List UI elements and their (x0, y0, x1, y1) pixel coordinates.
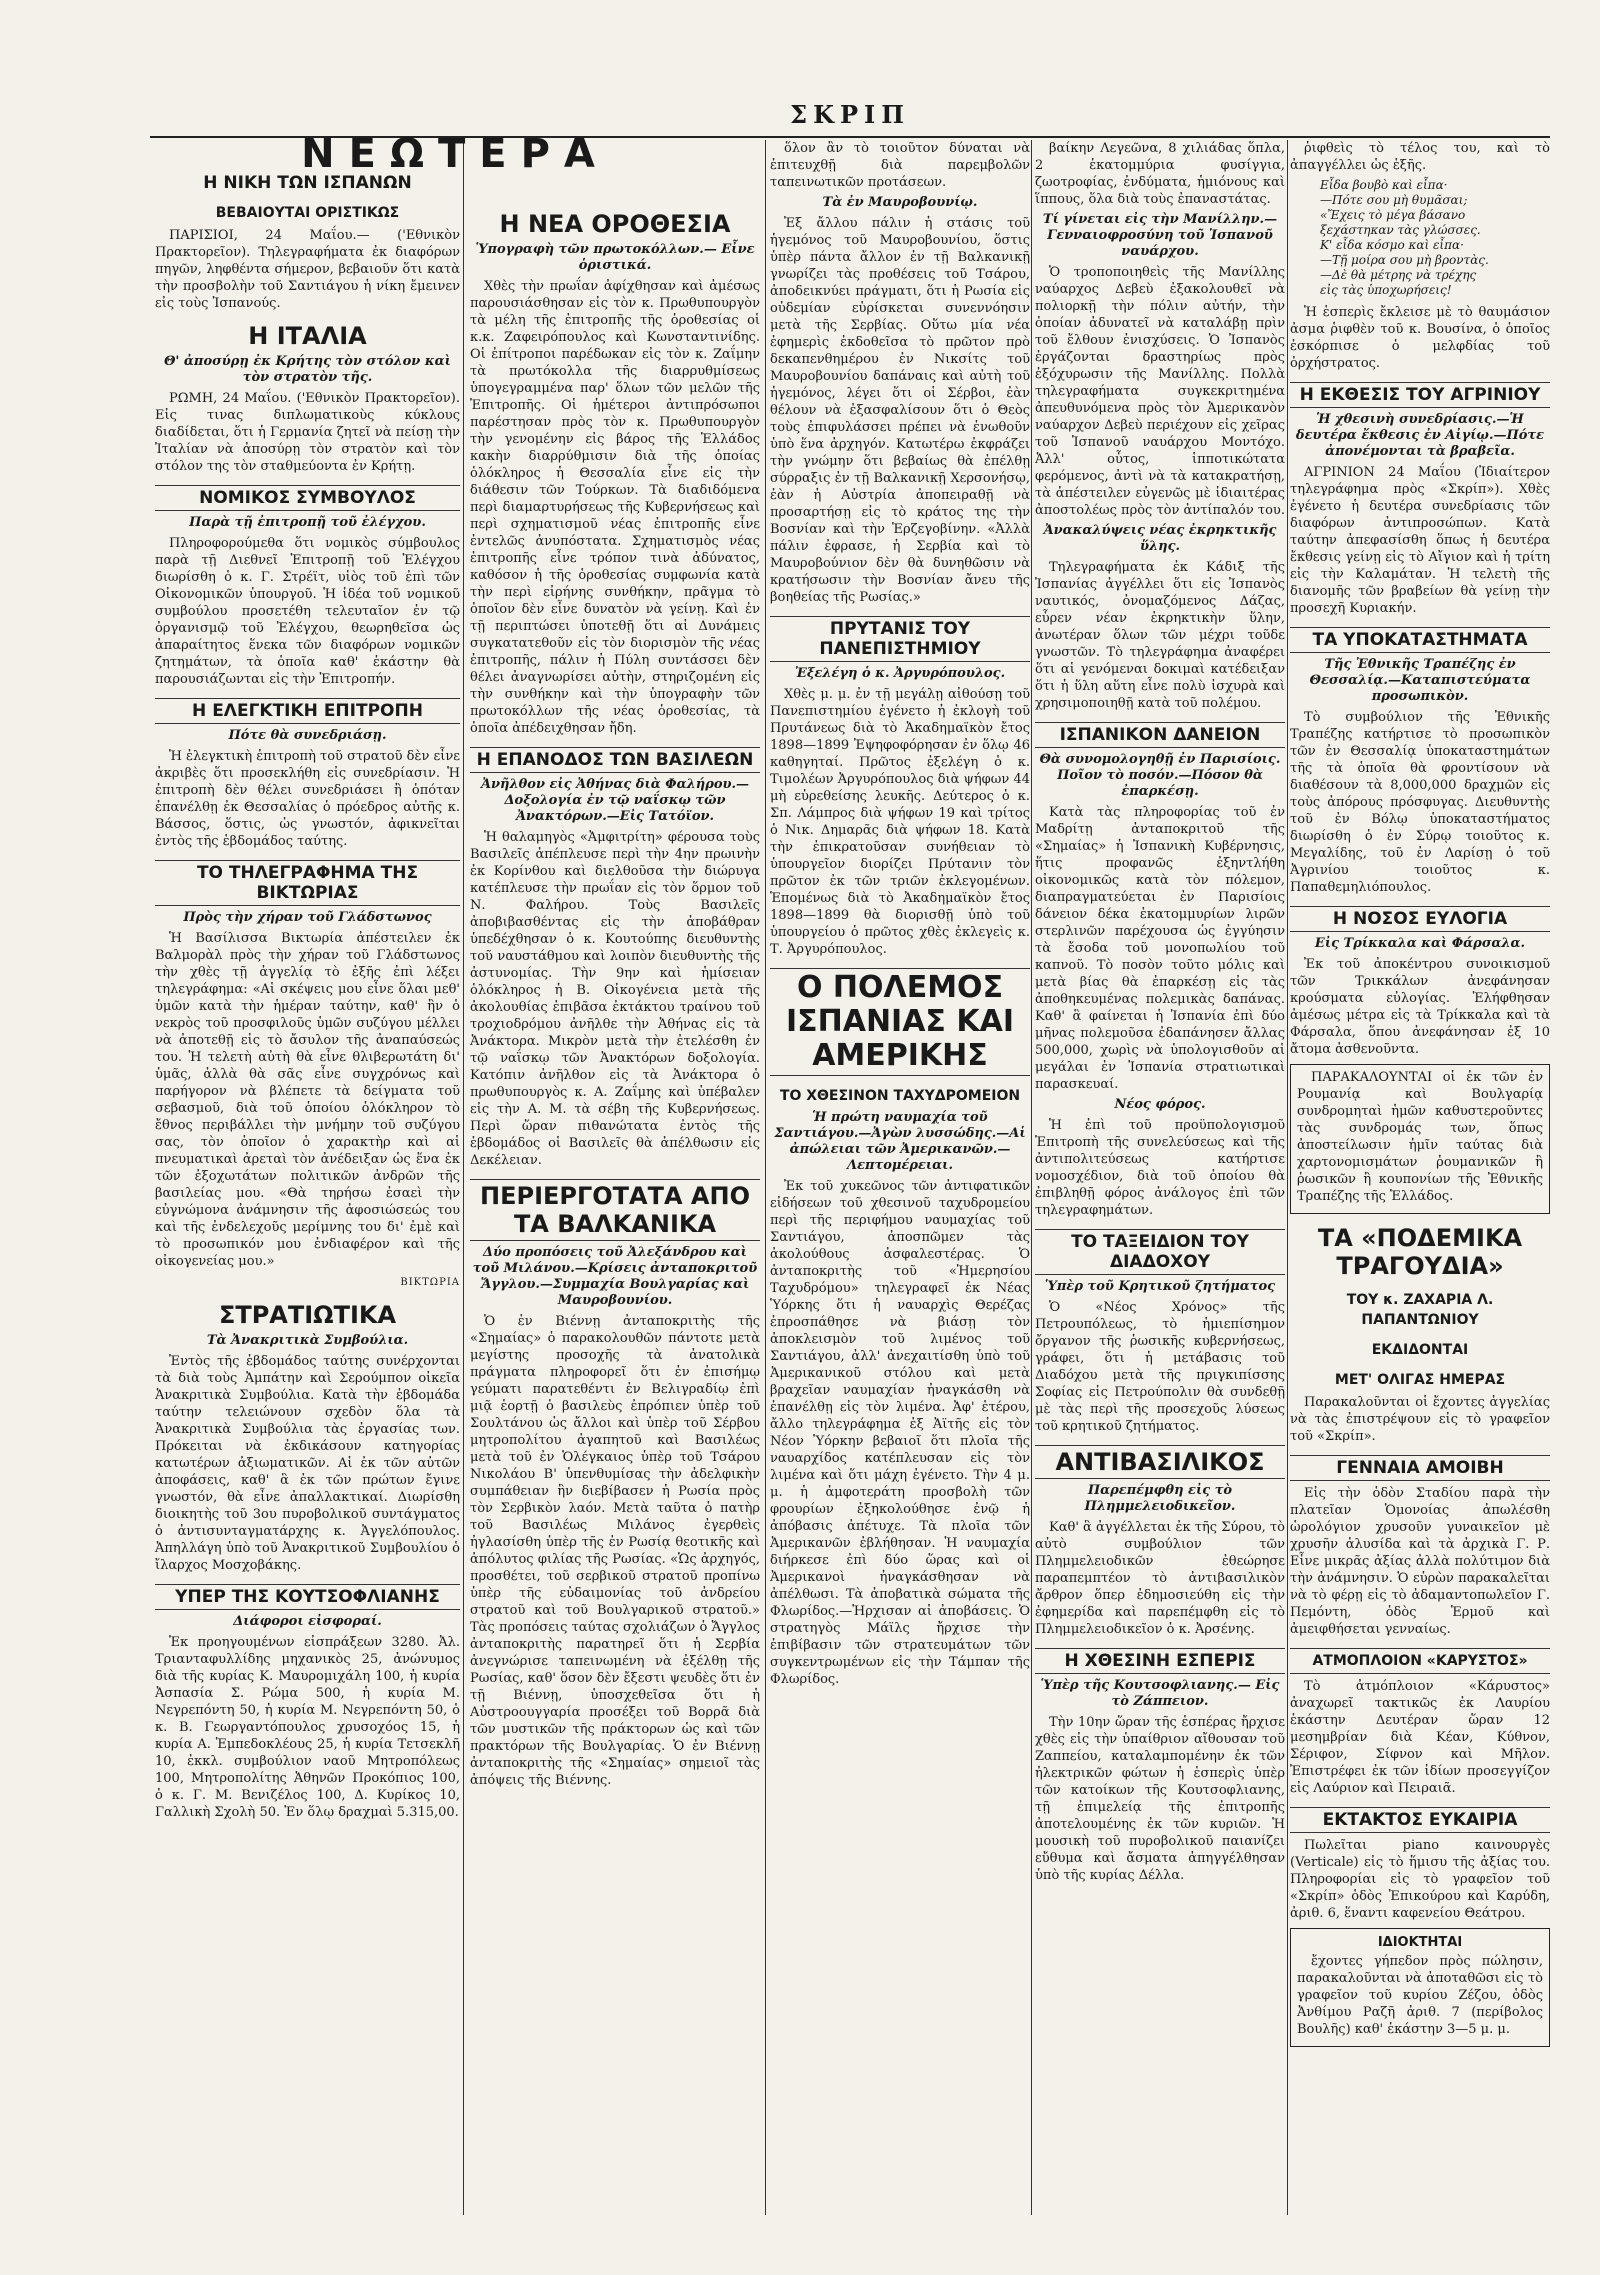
signature-victoria: ΒΙΚΤΩΡΙΑ (400, 1277, 460, 1288)
article-epanodos: Ἡ θαλαμηγὸς «Ἀμφιτρίτη» φέρουσα τοὺς Βασιλεῖς ἀπέπλευσε περὶ τὴν 4ην πρωινὴν ἐκ Κορίνθου καὶ διελθοῦσα τὴν διώρυγα κατέπλευσε τὴν πρωΐαν εἰς τὸν ὅρμον τοῦ Ν. Φαλήρου. Τοὺς Βασιλεῖς ἀποβιβασθέντας εἰς τὴν ἀποβάθραν ὑπεδέχθησαν ὁ κ. Κουτούπης διευθυντὴς τοῦ ναυστάθμου καὶ λοιπὸν διευθυντὴς τῆς ἀστυνομίας. Τὴν 9ην καὶ ἡμίσειαν ὁλόκληρος ἡ Β. Οἰκογένεια μετὰ τῆς ἀκολουθίας ἐπιβᾶσα ἐκτάκτου τραίνου τοῦ τροχιοδρόμου ἀνῆλθε τὴν Ἀθήνας εἰς τὰ Ἀνάκτορα. Μικρὸν μετὰ τὴν ἐτελέσθη ἐν τῷ ναΐσκῳ τῶν Ἀνακτόρων δοξολογία. Κατόπιν ἀνῆλθον εἰς τὰ Ἀνάκτορα ὁ πρωθυπουργὸς κ. Α. Ζαΐμης καὶ ὑπέβαλεν εἰς τὴν Α. Μ. τὰ σέβη τῆς Κυβερνήσεως. Περὶ ὥραν πιθανώτατα ἐντὸς τῆς ἑβδομάδος οἱ Βασιλεῖς θὰ ἀπέλθωσιν εἰς Δεκέλειαν. (470, 830, 760, 1168)
article-esperis: Τὴν 10ην ὥραν τῆς ἑσπέρας ἤρχισε χθὲς εἰς τὴν ὑπαίθριον αἴθουσαν τοῦ Ζαππείου, καταλαμπομένην ἐκ τῶν ἠλεκτρικῶν φώτων ἡ ἑσπερὶς ὑπὲρ τῶν κατοίκων τῆς Κουτσοφλιανης, τῇ ἐπιμελείᾳ τῆς ἐπιτροπῆς ἀποτελουμένης ἐκ τῶν κυριῶν. Ἡ μουσικὴ τοῦ πυροβολικοῦ παιανίζει εὔθυμα καὶ ἄσματα ἀπηγγέλθησαν ὑπὸ τῆς κυρίας Δέλλα. (1035, 1715, 1285, 1883)
article-idioktitai: ἔχοντες γήπεδον πρὸς πώλησιν, παρακαλοῦνται νὰ ἀποταθῶσι εἰς τὸ γραφεῖον τοῦ κυρίου Ζέζου, ὁδὸς Ἀνθίμου Ραζῆ ἀριθ. 7 (περίβολος Βουλῆς) καθ' ἑκάστην 3—5 μ. μ. (1297, 1954, 1543, 2037)
headline-elegktiki: Η ΕΛΕΓΚΤΙΚΗ ΕΠΙΤΡΟΠΗ (155, 698, 460, 724)
article-neos-foros: Ἡ ἐπὶ τοῦ προϋπολογισμοῦ Ἐπιτροπὴ τῆς συνελεύσεως καὶ τῆς ἀντιπολιτεύσεως κατήρτισε νομοσχέδιον, διὰ τοῦ ὁποίου θὰ ἐπιβληθῇ φόρος ἀνάλογος ἐπὶ τῶν τηλεγραφημάτων. (1035, 1118, 1285, 1218)
subhead-periergotata: Δύο προπόσεις τοῦ Ἀλεξάνδρου καὶ τοῦ Μιλάνου.—Κρίσεις ἀνταποκριτοῦ Ἄγγλου.—Συμμαχία Βουλγαρίας καὶ Μαυροβουνίου. (472, 1245, 758, 1308)
article-polemos: Ἐκ τοῦ χυκεῶνος τῶν ἀντιφατικῶν εἰδήσεων τοῦ χθεσινοῦ ταχυδρομείου περὶ τῆς περιφήμου ναυμαχίας τοῦ Σαντιάγου, ἀποσπῶμεν τὰς ἀκολούθους ἀσφαλεστέρας. Ὁ ἀνταποκριτὴς τοῦ «Ἡμερησίου Ταχυδρόμου» τηλεγραφεῖ ἐκ Νέας Ὑόρκης ὅτι ἡ ναυαρχὶς Θερέζας ἐπροσπάθησε νὰ βιάσῃ τὸν ἀποκλεισμὸν τοῦ λιμένος τοῦ Σαντιάγου, ἀλλ' ἀνεχαιτίσθη ὑπὸ τοῦ Ἀμερικανικοῦ στόλου καὶ μετὰ βραχεῖαν ναυμαχίαν ἠναγκάσθη νὰ ἐπανέλθῃ εἰς τὸν λιμένα. Ἀφ' ἑτέρου, ἄλλο τηλεγράφημα ἐξ Ἀϊτῆς εἰς τὸν Νέον Ὑόρκην βεβαιοῖ ὅτι πλοῖα τῆς ναυαρχίδος κατέπλευσαν εἰς τὸν λιμένα καὶ ὅτι μάχη ἐγένετο. Τὴν 4 μ. μ. ἡ ἀμφοτεράτη προσβολὴ τῶν φρουρίων ἐξηκολούθησε ἐνῷ ἡ ἀπόβασις ἀπέτυχε. Τὰ πλοῖα τῶν Ἀμερικανῶν ἐβλήθησαν. Ἡ ναυμαχία διήρκεσε ἐπὶ δύο ὥρας καὶ οἱ Ἀμερικανοὶ ἠναγκάσθησαν νὰ ἀπέλθωσι. Τὰ ἀποβατικὰ σώματα τῆς Φλωρίδος.—Ἡρχισαν αἱ ἀποβάσεις. Ὁ στρατηγὸς Μάϊλς ἤρχισε τὴν ἐπιβίβασιν τῶν στρατευμάτων τῶν συγκεντρωμένων εἰς τὴν Τάμπαν τῆς Φλωρίδος. (770, 1179, 1030, 1687)
column-2 (470, 200, 760, 2275)
column-1 (155, 131, 609, 2215)
subhead-nike: ΒΕΒΑΙΟΥΤΑΙ ΟΡΙΣΤΙΚΩΣ (215, 205, 400, 221)
subhead-mavro: Τὰ ἐν Μαυροβουνίῳ. (822, 195, 978, 210)
article-italia: ΡΩΜΗ, 24 Μαΐου. ('Εθνικὸν Πρακτορεῖον). Εἰς τινας διπλωματικοὺς κύκλους διαδίδεται, ὅτι ἡ Γερμανία ζητεῖ νὰ πείσῃ τὴν Ἰταλίαν νὰ ἀποσύρῃ τὸν στρατὸν καὶ τὸν στόλον της τὸν σταθμεύοντα ἐν Κρήτῃ. (155, 391, 460, 474)
subhead-neos-foros: Νέος φόρος. (1114, 1097, 1206, 1112)
subhead-orothesia: Ὑπογραφὴ τῶν πρωτοκόλλων.— Εἶνε ὁριστικά. (475, 242, 755, 273)
headline-tragoudia: ΤΑ «ΠΟΔΕΜΙΚΑ ΤΡΑΓΟΥΔΙΑ» (1317, 1224, 1523, 1280)
article-victoria: Ἡ Βασίλισσα Βικτωρία ἀπέστειλεν ἐκ Βαλμορὰλ πρὸς τὴν χήραν τοῦ Γλάδστωνος τὴν χθὲς τῇ ἀγγελίᾳ τὸ ἑξῆς ἐπὶ λέξει τηλεγράφημα: «Αἱ σκέψεις μου εἶνε ὅλαι μεθ' ὑμῶν κατὰ τὴν ἡμέραν ταύτην, καθ' ἣν ὁ νεκρὸς τοῦ προσφιλοῦς ὑμῶν συζύγου μέλλει νὰ ἀποτεθῇ εἰς τὸ ἄσυλον τῆς ἀναπαύσεώς του. Ἡ τελετὴ αὐτὴ θὰ εἶνε θλιβερωτάτη δι' ὑμᾶς, ἀλλὰ θὰ σᾶς εἶνε συγχρόνως καὶ παρήγορον νὰ βλέπετε τὰ δείγματα τοῦ σεβασμοῦ, διὰ τοῦ ὁποίου ὁλόκληρον τὸ ἔθνος περιβάλλει τὴν μνήμην τοῦ συζύγου σας, τὸν ὁποῖον ὁ χαρακτὴρ καὶ αἱ πνευματικαὶ ἀρεταὶ τὸν ἀνέδειξαν ὡς ἕνα ἐκ τῶν ἐξοχωτάτων πολιτικῶν ἀνδρῶν τῆς βασιλείας μου. «Θὰ τηρήσω ἐσαεὶ τὴν εὐγνώμονα ἀνάμνησιν τῆς ἀφοσιώσεώς του καὶ τῆς ἐνδελεχοῦς μερίμνης του δι' ἐμὲ καὶ τὸ προσωπικόν μου ἐνδιαφέρον καὶ τῆς οἰκογενείας μου.» (155, 931, 460, 1269)
notice-idioktitai (1290, 1928, 1550, 2047)
subhead-tragoudia-author: ΤΟΥ κ. ΖΑΧΑΡΙΑ Λ. ΠΑΠΑΝΤΩΝΙΟΥ (1346, 1292, 1494, 1328)
headline-nomikos: ΝΟΜΙΚΟΣ ΣΥΜΒΟΥΛΟΣ (155, 485, 460, 511)
notice-parakal (1290, 1064, 1550, 1214)
subhead-tragoudia-days: ΜΕΤ' ΟΛΙΓΑΣ ΗΜΕΡΑΣ (1334, 1372, 1506, 1388)
article-continued: ὅλον ἂν τὸ τοιοῦτον δύναται νὰ ἐπιτευχθῇ διὰ παρεμβολῶν ταπεινωτικῶν προτάσεων. (770, 141, 1030, 190)
subhead-anakal: Ἀνακαλύψεις νέας ἐκρηκτικῆς ὕλης. (1043, 523, 1277, 554)
article-continued: βαίκην Λεγεῶνα, 8 χιλιάδας ὅπλα, 2 ἑκατομμύρια φυσίγγια, ζωοτροφίας, ἐνδύματα, ἡμιόνους καὶ ἵππους, ὅλα διὰ τοὺς ἐπαναστάτας. (1035, 141, 1285, 207)
column-divider (463, 140, 464, 2215)
headline-daneion: ΙΣΠΑΝΙΚΟΝ ΔΑΝΕΙΟΝ (1035, 722, 1285, 748)
article-elegktiki: Ἡ ἐλεγκτικὴ ἐπιτροπὴ τοῦ στρατοῦ δὲν εἶνε ἀκριβὲς ὅτι προσεκλήθη εἰς συνεδρίασιν. Ἡ ἐπιτροπὴ δὲν θέλει συνεδριάσει ἢ ὁπόταν ἐπανέλθῃ ἐκ Θεσσαλίας ὁ πρόεδρος αὐτῆς κ. Βάσσος, ὅστις, ὡς γνωστόν, ἀφικνεῖται ἐντὸς τῆς ἑβδομάδος ταύτης. (155, 749, 460, 849)
article-anakal: Τηλεγραφήματα ἐκ Κάδιξ τῆς Ἰσπανίας ἀγγέλλει ὅτι εἰς Ἰσπανὸς ναυτικός, ὀνομαζόμενος Δάζας, εὗρεν νέαν ἐκρηκτικὴν ὕλην, ἀνωτέραν ὅλων τῶν μέχρι τοῦδε γνωστῶν. Τὸ τηλεγράφημα ἀναφέρει ὅτι αἱ γενόμεναι δοκιμαὶ κατέδειξαν ὅτι ἡ ὕλη αὕτη εἶνε πολὺ ἰσχυρὰ καὶ χρησιμοποιηθῇ κατὰ τοῦ πολέμου. (1035, 560, 1285, 711)
subhead-victoria: Πρὸς τὴν χήραν τοῦ Γλάδστωνος (183, 910, 432, 925)
article-prytanis: Χθὲς μ. μ. ἐν τῇ μεγάλῃ αἰθούσῃ τοῦ Πανεπιστημίου ἐγένετο ἡ ἐκλογὴ τοῦ Πρυτάνεως διὰ τὸ Ἀκαδημαϊκὸν ἔτος 1898—1899 Ἐψηφοφόρησαν ἐν ὅλῳ 46 καθηγηταί. Πρῶτος ἐξελέγη ὁ κ. Τιμολέων Ἀργυρόπουλος διὰ ψήφων 44 μὴ εὑρεθείσης λευκῆς. Δεύτερος ὁ κ. Σπ. Λάμπρος διὰ ψήφων 19 καὶ τρίτος ὁ Νικ. Δημαρᾶς διὰ ψήφων 18. Κατὰ τὴν ἐπικρατοῦσαν συνήθειαν τὸ ὑπουργεῖον διορίζει Πρύτανιν τὸν πρῶτον ἐκ τῶν τριῶν ἐκλεγομένων. Ἑπομένως διὰ τὸ Ἀκαδημαϊκὸν ἔτος 1898—1899 θὰ διορισθῇ ὑπὸ τοῦ ὑπουργείου ὁ πρῶτος χθὲς ἐκλεγεὶς κ. Τ. Ἀργυρόπουλος. (770, 687, 1030, 957)
subhead-kotsof: Διάφοροι εἰσφοραί. (233, 1614, 382, 1629)
article-nomikos: Πληροφορούμεθα ὅτι νομικὸς σύμβουλος παρὰ τῇ Διεθνεῖ Ἐπιτροπῇ τοῦ Ἐλέγχου διωρίσθη ὁ κ. Γ. Στρέϊτ, υἱὸς τοῦ ἐπὶ τῶν Οἰκονομικῶν ὑπουργοῦ. Ἡ ἰδέα τοῦ νομικοῦ συμβούλου προσετέθη τελευταῖον ἐν τῷ ὀργανισμῷ τοῦ Ἐλέγχου, θεωρηθεῖσα ὡς ἀπαραίτητος ἕνεκα τῶν διαφόρων νομικῶν ζητημάτων, τὰ ὁποῖα καθ' ἑκάστην θὰ παρουσιάζωνται εἰς τὴν Ἐπιτροπήν. (155, 536, 460, 687)
headline-ekthesis: Η ΕΚΘΕΣΙΣ ΤΟΥ ΑΓΡΙΝΙΟΥ (1290, 382, 1550, 408)
article-ekthesis: ΑΓΡΙΝΙΟΝ 24 Μαΐου (Ἰδιαίτερον τηλεγράφημα πρὸς «Σκρίπ»). Χθὲς ἐγένετο ἡ δευτέρα συνεδρίασις τῶν διαφόρων ἀντιπροσώπων. Κατὰ ταύτην ἀπεφασίσθη ὅπως ἡ δευτέρα ἔκθεσις γείνῃ εἰς τὸ Αἴγιον καὶ ἡ τρίτη εἰς τὴν Καλαμάταν. Ἡ τελετὴ τῆς διανομῆς τῶν βραβείων θὰ γείνῃ τὴν προσεχῆ Κυριακήν. (1290, 465, 1550, 616)
headline-stratiotika: ΣΤΡΑΤΙΩΤΙΚΑ (218, 1301, 397, 1329)
article-orothesia: Χθὲς τὴν πρωΐαν ἀφίχθησαν καὶ ἀμέσως παρουσιάσθησαν εἰς τὸν κ. Πρωθυπουργὸν τὰ μέλη τῆς ἐπιτροπῆς τῆς ὁροθεσίας οἱ κ.κ. Ζαφειρόπουλος καὶ Κωνσταντινίδης. Οἱ ἐπίτροποι παρέδωκαν εἰς τὸν κ. Ζαΐμην τὰ πρωτόκολλα τῆς διαρρυθμίσεως ὑπογεγραμμένα παρ' ὅλων τῶν μελῶν τῆς Ἐπιτροπῆς. Οἱ ἡμέτεροι ἀντιπρόσωποι παρέστησαν πρὸς τὸν κ. Πρωθυπουργὸν τὴν γενομένην εἰς βάρος τῆς Ἑλλάδος κακὴν διαρρύθμισιν διὰ τῆς ὁποίας ὁλόκληρος ἡ Θεσσαλία εἶνε εἰς τὴν διάθεσιν τῶν Τούρκων. Τὰ διαδιδόμενα περὶ διαμαρτυρήσεως τῆς Κυβερνήσεως καὶ περὶ σχηματισμοῦ νέας ἐπιτροπῆς εἶνε ἐντελῶς ἀνυπόστατα. Σχηματισμὸς νέας ἐπιτροπῆς εἶνε τρόπον τινὰ ἀδύνατος, καθόσον ἡ τῆς ὁροθεσίας συμφωνία κατὰ τὴν περὶ εἰρήνης συνθήκην, πρᾶγμα τὸ ὁποῖον δὲν εἶνε δυνατὸν νὰ γείνῃ. Καὶ ἐν τῇ περιπτώσει ὑποτεθῇ ὅτι αἱ Δυνάμεις συγκατατεθοῦν εἰς τὸν διορισμὸν τῆς νέας ἐπιτροπῆς, πάλιν ἡ Πύλη συντάσσει δὲν θέλει ἀναγνωρίσει αὐτὴν, στηριζομένη εἰς τὴν συνθήκην καὶ τὴν ὑπογραφὴν τῶν πρωτοκόλλων τῆς νέας ὁροθεσίας, τὰ ὁποῖα ἀπέδειχθησαν ἤδη. (470, 279, 760, 736)
headline-ypokat: ΤΑ ΥΠΟΚΑΤΑΣΤΗΜΑΤΑ (1290, 627, 1550, 653)
headline-eukairia: ΕΚΤΑΚΤΟΣ ΕΥΚΑΙΡΙΑ (1290, 1807, 1550, 1833)
column-4 (1035, 140, 1285, 2215)
column-divider (1031, 140, 1032, 2215)
subhead-stratiotika: Τὰ Ἀνακριτικὰ Συμβούλια. (206, 1333, 409, 1348)
column-divider (1287, 140, 1288, 2215)
headline-amoivi: ΓΕΝΝΑΙΑ ΑΜΟΙΒΗ (1290, 1455, 1550, 1481)
headline-taxeidion: ΤΟ ΤΑΞΕΙΔΙΟΝ ΤΟΥ ΔΙΑΔΟΧΟΥ (1035, 1229, 1285, 1275)
headline-esperis: Η ΧΘΕΣΙΝΗ ΕΣΠΕΡΙΣ (1035, 1648, 1285, 1674)
subhead-daneion: Θὰ συνομολογηθῇ ἐν Παρισίοις. Ποῖον τὸ ποσόν.—Πόσον θὰ ἐπαρκέσῃ. (1039, 752, 1281, 799)
subhead-tragoudia-publish: ΕΚΔΙΔΟΝΤΑΙ (1371, 1342, 1469, 1358)
headline-victoria: ΤΟ ΤΗΛΕΓΡΑΦΗΜΑ ΤΗΣ ΒΙΚΤΩΡΙΑΣ (155, 860, 460, 906)
article-amoivi: Εἰς τὴν ὁδὸν Σταδίου παρὰ τὴν πλατεῖαν Ὁμονοίας ἀπωλέσθη ὡρολόγιον χρυσοῦν γυναικεῖον μὲ χρυσῆν ἁλυσίδα καὶ τὰ ἀρχικὰ Γ. Ρ. Εἶνε μικρᾶς ἀξίας ἀλλὰ πολύτιμον διὰ τὴν ἀνάμνησιν. Ὁ εὑρὼν παρακαλεῖται νὰ τὸ φέρῃ εἰς τὸ ἀδαμαντοπωλεῖον Γ. Πεμόντη, ὁδὸς Ἑρμοῦ καὶ ἀμειφθήσεται γενναίως. (1290, 1486, 1550, 1637)
article-daneion: Κατὰ τὰς πληροφορίας τοῦ ἐν Μαδρίτῃ ἀνταποκριτοῦ τῆς «Σημαίας» ἡ Ἰσπανικὴ Κυβέρνησις, ἥτις προφανῶς ἐξηντλήθη οἰκονομικῶς κατὰ τὸν πόλεμον, διαπραγματεύεται ἐν Παρισίοις δάνειον δέκα ἑκατομμυρίων λιρῶν στερλινῶν παρέχουσα ὡς ἐγγύησιν τὰ ἔσοδα τοῦ μονοπωλίου τοῦ καπνοῦ. Τὸ ποσὸν τοῦτο μόλις καὶ μετὰ βίας θὰ ἐπαρκέσῃ εἰς τὰς ἀποθηκευμένας πολεμικὰς δαπάνας. Καθ' ἃ φαίνεται ἡ Ἰσπανία ἐπὶ δύο μῆνας πολεμοῦσα ἐδαπάνησεν ἄλλας 500,000, χωρὶς νὰ ὑπολογισθοῦν αἱ μεγάλαι ἐν Ἰσπανία στρατιωτικαὶ παρασκευαί. (1035, 805, 1285, 1092)
subhead-nosos: Εἰς Τρίκκαλα καὶ Φάρσαλα. (1314, 936, 1526, 951)
subhead-elegktiki: Πότε θὰ συνεδριάσῃ. (228, 728, 387, 743)
subhead-polemos: Ἡ πρώτη ναυμαχία τοῦ Σαντιάγου.—Ἀγὼν λυσσώδης.—Αἱ ἀπώλειαι τῶν Ἀμερικανῶν.—Λεπτομέρειαι. (774, 1110, 1026, 1173)
article-ypokat: Τὸ συμβούλιον τῆς Ἐθνικῆς Τραπέζης κατήρτισε τὸ προσωπικὸν τῶν ἐν Θεσσαλίᾳ ὑποκαταστημάτων τῆς τὰ ὁποῖα θὰ φροντίσουν νὰ διαθέσουν τὰ 8,000,000 δραχμῶν εἰς τοὺς ἀπόρους πρόσφυγας. Διευθυντὴς τοῦ ἐν Βόλῳ ὑποκαταστήματος διωρίσθη ὁ ἐν Σύρῳ τοιοῦτος κ. Μεγαλίδης, τοῦ ἐν Λαρίσῃ ὁ τοῦ Ἀγρινίου τοιοῦτος κ. Παπαθεμηλιόπουλος. (1290, 710, 1550, 895)
article-eukairia: Πωλεῖται piano καινουργὲς (Verticale) εἰς τὸ ἥμισυ τῆς ἀξίας του. Πληροφορίαι εἰς τὸ γραφεῖον τοῦ «Σκρίπ» ὁδὸς Ἐπικούρου καὶ Καρύδη, ἀριθ. 6, ἕναντι καφενείου Θεάτρου. (1290, 1838, 1550, 1921)
article-kotsof: Ἐκ προηγουμένων εἰσπράξεων 3280. Ἀλ. Τριανταφυλλίδης μηχανικὸς 25, ἀνώνυμος διὰ τῆς κυρίας Κ. Μαυρομιχάλη 100, ἡ κυρία Ἀσπασία Σ. Ρώμα 500, ἡ κυρία Μ. Νεγρεπόντη 50, ἡ κυρία Μ. Νεγρεπόντη 50, ὁ κ. Β. Γεωργαντόπουλος χρυσοχόος 15, ἡ κυρία Α. Ἐμπεδοκλέους 25, ἡ κυρία Τετσεκλῆ 10, ἐκκλ. συμβούλιον ναοῦ Μητροπόλεως 100, Μητροπολίτης Ἀθηνῶν Προκόπιος 100, ὁ κ. Γ. Μ. Βενιζέλος 100, Δ. Κυρίκος 10, Γαλλικὴ Σχολὴ 50. Ἐν ὅλῳ δραχμαὶ 5.315,00. (155, 1635, 460, 1820)
article-poem-end: Ἡ ἑσπερὶς ἔκλεισε μὲ τὸ θαυμάσιον ἀσμα ῥιφθὲν τοῦ κ. Βουσίνα, ὁ ὁποῖος ἐσκόρπισε ὁ μελφδίας τοῦ ὀρχήστρατος. (1290, 305, 1550, 371)
headline-periergotata: ΠΕΡΙΕΡΓΟΤΑΤΑ ΑΠΟ ΤΑ ΒΑΛΚΑΝΙΚΑ (470, 1179, 760, 1241)
subhead-antivas: Παρεπέμφθη εἰς τὸ Πλημμελειοδικεῖον. (1084, 1483, 1236, 1514)
headline-prytanis: ΠΡΥΤΑΝΙΣ ΤΟΥ ΠΑΝΕΠΙΣΤΗΜΙΟΥ (770, 616, 1030, 662)
column-5 (1290, 140, 1550, 2215)
article-nosos: Ἐκ τοῦ ἀποκέντρου συνοικισμοῦ τῶν Τρικκάλων ἀνεφάνησαν κρούσματα εὐλογίας. Ἐλήφθησαν ἀμέσως μέτρα εἰς τὰ Τρίκκαλα καὶ τὰ Φάρσαλα, ὅπου ἀνεφάνησαν ἐξ 10 ἄτομα ἀσθενοῦντα. (1290, 957, 1550, 1057)
subhead-taxeidion: Ὑπὲρ τοῦ Κρητικοῦ ζητήματος (1044, 1279, 1276, 1294)
column-divider (765, 140, 766, 2215)
headline-kotsof: ΥΠΕΡ ΤΗΣ ΚΟΥΤΣΟΦΛΙΑΝΗΣ (155, 1584, 460, 1610)
article-continued: ῥιφθεὶς τὸ τέλος του, καὶ τὸ ἀπαγγέλλει ὡς ἑξῆς. (1290, 141, 1550, 173)
article-antivas: Καθ' ἃ ἀγγέλλεται ἐκ τῆς Σύρου, τὸ αὐτὸ συμβούλιον τῶν Πλημμελειοδικῶν ἐθεώρησε παραπεμπτέον τὸ ἀντιβασιλικὸν ἄρθρον ὅπερ ἐδημοσιεύθη εἰς τὴν ἐφημερίδα καὶ παρεπέμφθη εἰς τὸ Πλημμελειοδικεῖον ὁ κ. Ἀρσένης. (1035, 1520, 1285, 1637)
headline-nosos: Η ΝΟΣΟΣ ΕΥΛΟΓΙΑ (1290, 906, 1550, 932)
headline-antivas: ΑΝΤΙΒΑΣΙΛΙΚΟΣ (1035, 1445, 1285, 1479)
notice-parakal-text: ΠΑΡΑΚΑΛΟΥΝΤΑΙ οἱ ἐκ τῶν ἐν Ρουμανίᾳ καὶ Βουλγαρίᾳ συνδρομηταὶ ἡμῶν καθυστεροῦντες τὰς συνδρομάς των, ὅπως ἀποστείλωσιν ἡμῖν ταύτας διὰ χαρτονομισμάτων ῥουμανικῶν ἢ ῥωσικῶν ἢ κουπονίων τῆς Ἐθνικῆς Τραπέζης τῆς Ἑλλάδος. (1297, 1070, 1543, 1204)
subhead-esperis: Ὑπὲρ τῆς Κουτσοφλιανης.— Εἰς τὸ Ζάππειον. (1040, 1678, 1280, 1709)
column-3 (770, 140, 1030, 2215)
article-nike: ΠΑΡΙΣΙΟΙ, 24 Μαΐου.— ('Εθνικὸν Πρακτορεῖον). Τηλεγραφήματα ἐκ διαφόρων πηγῶν, ληφθέντα σήμερον, βεβαιοῦν ὅτι κατὰ τὴν προσβολὴν τοῦ Σαντιάγου ἡ νίκη ἔμεινεν εἰς τοὺς Ἰσπανούς. (155, 228, 460, 311)
headline-nike: Η ΝΙΚΗ ΤΩΝ ΙΣΠΑΝΩΝ (203, 173, 412, 193)
article-karystos: Τὸ ἀτμόπλοιον «Κάρυστος» ἀναχωρεῖ τακτικῶς ἐκ Λαυρίου ἑκάστην Δευτέραν ὥραν 12 μεσημβρίαν διὰ Κέαν, Κύθνον, Σέριφον, Σίφνον καὶ Μῆλον. Ἐπιστρέφει ἐκ τῶν ἰδίων προσεγγίζον εἰς Λαύριον καὶ Πειραιᾶ. (1290, 1679, 1550, 1796)
poem: Εἶδα βουβὸ καὶ εἶπα· —Πότε σου μὴ θυμᾶσαι; «Ἔχεις τὸ μέγα βάσανο ξεχάστηκαν τὰς γλώσσες. Κ' εἶδα κόσμο καὶ εἶπα· —Τῇ μοίρα σου μὴ βροντὰς. —Δὲ θὰ μέτρης νὰ τρέχης εἰς τὰς ὑποχωρήσεις! (1320, 178, 1489, 297)
headline-orothesia: Η ΝΕΑ ΟΡΟΘΕΣΙΑ (499, 210, 731, 238)
subhead-nomikos: Παρὰ τῇ ἐπιτροπῇ τοῦ ἐλέγχου. (189, 515, 426, 530)
subhead-ypokat: Τῆς Ἐθνικῆς Τραπέζης ἐν Θεσσαλίᾳ.—Καταπιστεύματα προσωπικὸν. (1309, 657, 1531, 704)
subhead-polemos-mail: ΤΟ ΧΘΕΣΙΝΟΝ ΤΑΧΥΔΡΟΜΕΙΟΝ (779, 1088, 1021, 1104)
headline-idioktitai: ΙΔΙΟΚΤΗΤΑΙ (1377, 1935, 1463, 1950)
headline-epanodos: Η ΕΠΑΝΟΔΟΣ ΤΩΝ ΒΑΣΙΛΕΩΝ (470, 747, 760, 773)
article-tragoudia: Παρακαλοῦνται οἱ ἔχοντες ἀγγελίας νὰ τὰς ἐπιστρέψουν εἰς τὸ γραφεῖον τοῦ «Σκρίπ». (1290, 1395, 1550, 1444)
article-taxeidion: Ὁ «Νέος Χρόνος» τῆς Πετρουπόλεως, τὸ ἡμιεπίσημον ὄργανον τῆς ῥωσικῆς κυβερνήσεως, γράφει, ὅτι ἡ μετάβασις τοῦ Διαδόχου μετὰ τῆς πριγκιπίσσης Σοφίας εἰς Πετρούπολιν θὰ συνδεθῇ μὲ τὰς περὶ τῆς προσεχοῦς λύσεως τοῦ κρητικοῦ ζητήματος. (1035, 1300, 1285, 1434)
banner-neotera: ΝΕΩΤΕΡΑ (301, 131, 609, 177)
subhead-italia: Θ' ἀποσύρῃ ἐκ Κρήτης τὸν στόλον καὶ τὸν στρατὸν τῆς. (164, 354, 451, 385)
subhead-prytanis: Ἐξελέγη ὁ κ. Ἀργυρόπουλος. (794, 666, 1006, 681)
subhead-ekthesis: Ἡ χθεσινὴ συνεδρίασις.—Ἡ δευτέρα ἔκθεσις ἐν Αἰγίῳ.—Πότε ἀπονέμονται τὰ βραβεῖα. (1295, 412, 1545, 459)
subhead-manila: Τί γίνεται εἰς τὴν Μανίλλην.— Γενναιοφροσύνη τοῦ Ἰσπανοῦ ναυάρχου. (1042, 212, 1278, 259)
subhead-epanodos: Ἀνῆλθον εἰς Ἀθήνας διὰ Φαλήρου.—Δοξολογία ἐν τῷ ναΐσκῳ τῶν Ἀνακτόρων.—Εἰς Τατόϊον. (480, 777, 750, 824)
article-manila: Ὁ τροποποιηθεὶς τῆς Μανίλλης ναύαρχος Δεβεὺ ἐξακολουθεῖ νὰ πολιορκῇ τὴν πόλιν αὐτήν, τὴν ὁποίαν ἀδυνατεῖ νὰ καταλάβῃ πρὶν τοῦ ἔλθουν ἐνισχύσεις. Ὁ Ἰσπανὸς ἐργάζονται δραστηρίως πρὸς ἐξόχυρωσιν τῆς Μανίλλης. Πολλὰ τηλεγραφήματα συγκεκριτημένα ἀπευθυνόμενα πρὸς τὸν Ἀμερικανὸν ναύαρχον Δεβεὺ περιέχουν εἰς χεῖρας τοῦ Ἰσπανοῦ ναυάρχου Μοντόχο. Ἀλλ' οὗτος, ἱπποτικώτατα φερόμενος, ἀντὶ νὰ τὰ κατακρατήσῃ, τὰ ἀπέστειλεν εὐγενῶς μὲ ἰδιαιτέρας ἀποστολέως πρὸς τὸν ἀντίπαλόν του. (1035, 265, 1285, 518)
article-stratiotika: Ἐντὸς τῆς ἑβδομάδος ταύτης συνέρχονται τὰ διὰ τοὺς Ἀμπάτην καὶ Σερούμπον οἰκεῖα Ἀνακριτικὰ Συμβούλια. Κατὰ τὴν ἑβδομάδα ταύτην τελειώνουν σχεδὸν ὅλα τὰ Ἀνακριτικὰ Συμβούλια τὰς ἐργασίας των. Πρόκειται νὰ ἐκδικάσουν κατηγορίας κατωτέρων ἀξιωματικῶν. Αἱ ἐκ τῶν αὐτῶν ἀποφάσεις, καθ' ἃ ἐκ τῶν πρώτων ἔγινε γνωστόν, θὰ εἶνε ἀπαλλακτικαί. Διωρίσθη διοικητὴς τοῦ 3ου πυροβολικοῦ συντάγματος ὁ ἀντισυνταγματάρχης κ. Ἀγγελόπουλος. Ἀπηλλάγη ὑπὸ τοῦ Ἀνακριτικοῦ Συμβουλίου ὁ ἴλαρχος Μοσχοβάκης. (155, 1354, 460, 1573)
headline-karystos: ΑΤΜΟΠΛΟΙΟΝ «ΚΑΡΥΣΤΟΣ» (1290, 1648, 1550, 1674)
headline-polemos: Ο ΠΟΛΕΜΟΣ ΙΣΠΑΝΙΑΣ ΚΑΙ ΑΜΕΡΙΚΗΣ (770, 968, 1030, 1076)
article-mavro: Ἐξ ἄλλου πάλιν ἡ στάσις τοῦ ἡγεμόνος τοῦ Μαυροβουνίου, ὅστις ὑπὲρ πάντα ἄλλον ἐν τῇ Βαλκανικῇ γνωρίζει τὰς προθέσεις τοῦ Τσάρου, ἀποδεικνύει πράγματι, ὅτι ἡ Ρωσία εἰς οὐδεμίαν εὑρίσκεται συνεννόησιν μετὰ τῆς Σερβίας. Οὕτω μία νέα ἐφημερὶς ἐκδοθεῖσα τὸ πρῶτον πρὸ δεκαπενθημέρου ἐν Νικσίτς τοῦ Μαυροβουνίου δαπάναις καὶ αὐτὴ τοῦ ἡγεμόνος, λέγει ὅτι οἱ Σέρβοι, ἐὰν θέλουν νὰ ἐξασφαλίσουν ὅτι ὁ Θεὸς τοὺς ἐπιφυλάσσει πρέπει νὰ ἑνωθοῦν ὑπὸ ἕνα ἀρχηγόν. Κατωτέρω ἐκφράζει τὴν γνώμην ὅτι βεβαίως θὰ ἐπέλθῃ σύρραξις ἐν τῇ Βαλκανικῇ Χερσονήσῳ, ἐὰν ἡ Αὐστρία ἀποπειραθῇ νὰ προσαρτήσῃ εἰς τὸ κράτος της τὴν Βοσνίαν καὶ τὴν Ἑρζεγοβίνην. «Ἀλλὰ πάλιν ἐφρασε, ἡ Σερβία καὶ τὸ Μαυροβούνιον δὲν θὰ δυνηθῶσιν νὰ κρατήσωσιν τὴν Βοσνίαν ἄνευ τῆς βοηθείας τῆς Ρωσίας.» (770, 216, 1030, 605)
article-periergotata: Ὁ ἐν Βιέννῃ ἀνταποκριτὴς τῆς «Σημαίας» ὁ παρακολουθῶν πάντοτε μετὰ μεγίστης προσοχῆς τὰ ἀνατολικὰ πράγματα πληροφορεῖ ὅτι ἐν ἐπισήμῳ γεύματι παρατεθέντι ἐν Βελιγραδίῳ ἐπὶ μιᾷ ἑορτῇ ὁ βασιλεὺς ἐπρόπιεν ὑπὲρ τοῦ Σουλτάνου ὡς ἄλλοι καὶ ὑπὲρ τοῦ Σέρβου μητροπολίτου ἀγαπητοῦ καὶ Βασιλέως μετὰ τοῦ ἐν Ὁλέγκαιος ὑπὲρ τοῦ Τσάρου Νικολάου Β' ὑπενθυμίσας τὴν ἀδελφικὴν συμπάθειαν ἣν διεβίβασεν ἡ Ρωσία πρὸς τὸν Σερβικὸν λαόν. Μετὰ ταῦτα ὁ πατὴρ τοῦ Βασιλέως Μιλάνος ἐγερθεὶς ἠγλασίσθη ὑπὲρ τῆς ἐν Ρωσίᾳ θεοτικῆς καὶ ἀπόλυτος φιλίας τῆς Ρωσίας. «Ὡς ἀρχηγός, προσθέτει, τοῦ σερβικοῦ στρατοῦ προπίνω ὑπὲρ τῆς εὐδαιμονίας τοῦ ἀνδρείου στρατοῦ καὶ τοῦ Βουλγαρικοῦ στρατοῦ.» Τὰς προπόσεις ταύτας σχολιάζων ὁ Ἄγγλος ἀνταποκριτὴς παρατηρεῖ ὅτι ἡ Σερβία ἀνεγνώρισε ταπεινωμένη νὰ ἐξέλθῃ τῆς Ρωσίας, καθ' ὅσον δὲν ἔξεστι ψευδὲς ὅτι ἐν τῇ Βιέννῃ, ὑποσχεθεῖσα ὅτι ἡ Αὐστροουγγαρία προσέξει τοῦ Βορρᾶ διὰ τῶν μυστικῶν τῆς πράκτορων ὡς καὶ τῶν πρακτόρων τῆς Βουλγαρίας. Ὁ ἐν Βιέννῃ ἀνταποκριτὴς τῆς «Σημαίας» σημειοῖ τὰς ἀπόψεις τῆς Βιέννης. (470, 1314, 760, 1788)
headline-italia: Η ΙΤΑΛΙΑ (248, 322, 367, 350)
newspaper-name: ΣΚΡΙΠ (790, 100, 910, 129)
